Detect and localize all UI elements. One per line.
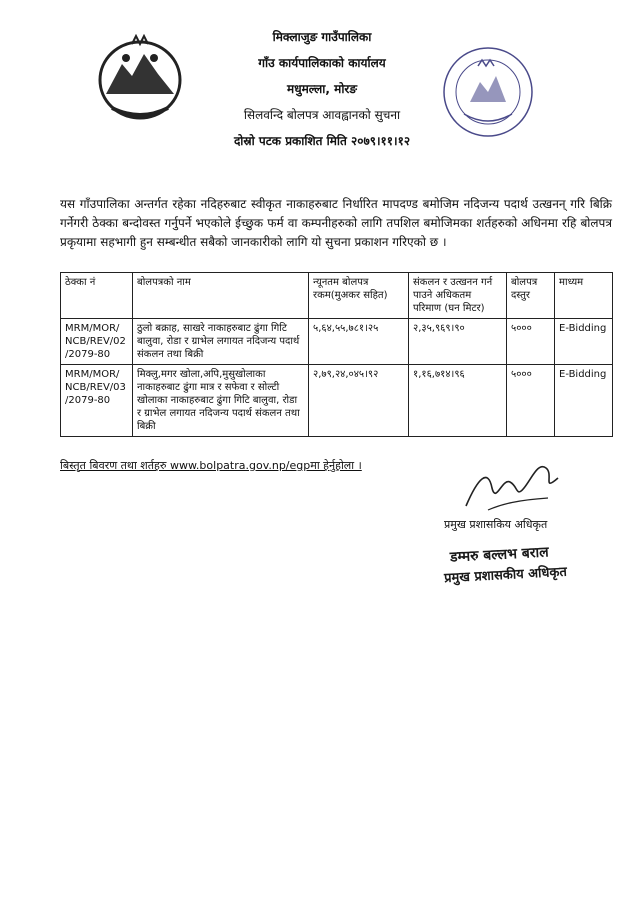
stamp-officer-name: डम्मरु बल्लभ बराल [449, 544, 550, 566]
details-link-note: बिस्तृत बिवरण तथा शर्तहरु www.bolpatra.gov.np/egpमा हेर्नुहोला । [60, 459, 362, 472]
cell-max-quantity: १,१६,७१४।९६ [409, 365, 507, 437]
table-header-row [61, 273, 613, 319]
cell-tender-name: ठुलो बक्राह, साखरे नाकाहरुबाट ढुंगा गिटि बालुवा, रोडा र ग्राभेल लगायत नदिजन्य पदार्थ संकलन तथा बिक्री [133, 319, 309, 365]
cell-min-amount: २,७९,२४,०४५।९२ [309, 365, 409, 437]
header-tender-fee: बोलपत्र दस्तुर [507, 273, 555, 319]
cell-min-amount: ५,६४,५५,७८१।२५ [309, 319, 409, 365]
stamp-officer-title: प्रमुख प्रशासकीय अधिकृत [443, 564, 568, 587]
office-name: गाँउ कार्यपालिकाको कार्यालय [258, 56, 386, 70]
cell-contract-no: MRM/MOR/ NCB/REV/02 /2079-80 [61, 319, 133, 365]
header-medium: माध्यम [555, 273, 613, 319]
header-contract-no: ठेक्का नं [61, 273, 133, 319]
cell-tender-name: मिक्लु,मगर खोला,अपि,मुसुखोलाका नाकाहरुबाट ढुंगा मात्र र सफेवा र सोल्टी खोलाका नाकाहरुबाट ढुंगा गिटि बालुवा, रोडा र ग्राभेल लगायत नदिजन्य पदार्थ संकलन तथा बिक्री [133, 365, 309, 437]
cell-medium: E-Bidding [555, 319, 613, 365]
office-address: मधुमल्ला, मोरङ [287, 82, 357, 96]
signature-icon [458, 448, 568, 518]
nepal-emblem-icon [92, 34, 188, 122]
publication-date: दोस्रो पटक प्रकाशित मिति २०७९।११।१२ [233, 134, 411, 148]
office-seal-icon [440, 44, 536, 140]
municipality-name: मिक्लाजुङ गाउँपालिका [272, 30, 372, 44]
header-min-amount: न्यूनतम बोलपत्र रकम(मुअकर सहित) [309, 273, 409, 319]
tender-table [60, 272, 613, 437]
table-row [61, 319, 613, 365]
cell-tender-fee: ५००० [507, 319, 555, 365]
cell-medium: E-Bidding [555, 365, 613, 437]
cell-contract-no: MRM/MOR/ NCB/REV/03 /2079-80 [61, 365, 133, 437]
cell-max-quantity: २,३५,९६९।९० [409, 319, 507, 365]
header-tender-name: बोलपत्रको नाम [133, 273, 309, 319]
notice-title: सिलवन्दि बोलपत्र आवह्वानको सुचना [243, 108, 401, 122]
cell-tender-fee: ५००० [507, 365, 555, 437]
signatory-designation: प्रमुख प्रशासकिय अधिकृत [444, 518, 548, 531]
notice-body: यस गाँउपालिका अन्तर्गत रहेका नदिहरुबाट स्वीकृत नाकाहरुबाट निर्धारित मापदण्ड बमोजिम नदिजन्य पदार्थ उत्खनन् गरि बिक्रि गर्नेगरी ठेक्का बन्दोवस्त गर्नुपर्ने भएकोले ईच्छुक फर्म वा कम्पनीहरुको लागि तपशिल बमोजिमका शर्तहरुको अधिनमा रहि बोलपत्र प्रकृयामा सहभागी हुन सम्बन्धीत सबैको जानकारीको लागि यो सुचना प्रकाशन गरिएको छ । [60, 197, 612, 249]
header-max-quantity: संकलन र उत्खनन गर्न पाउने अधिकतम परिमाण (घन मिटर) [409, 273, 507, 319]
table-row [61, 365, 613, 437]
